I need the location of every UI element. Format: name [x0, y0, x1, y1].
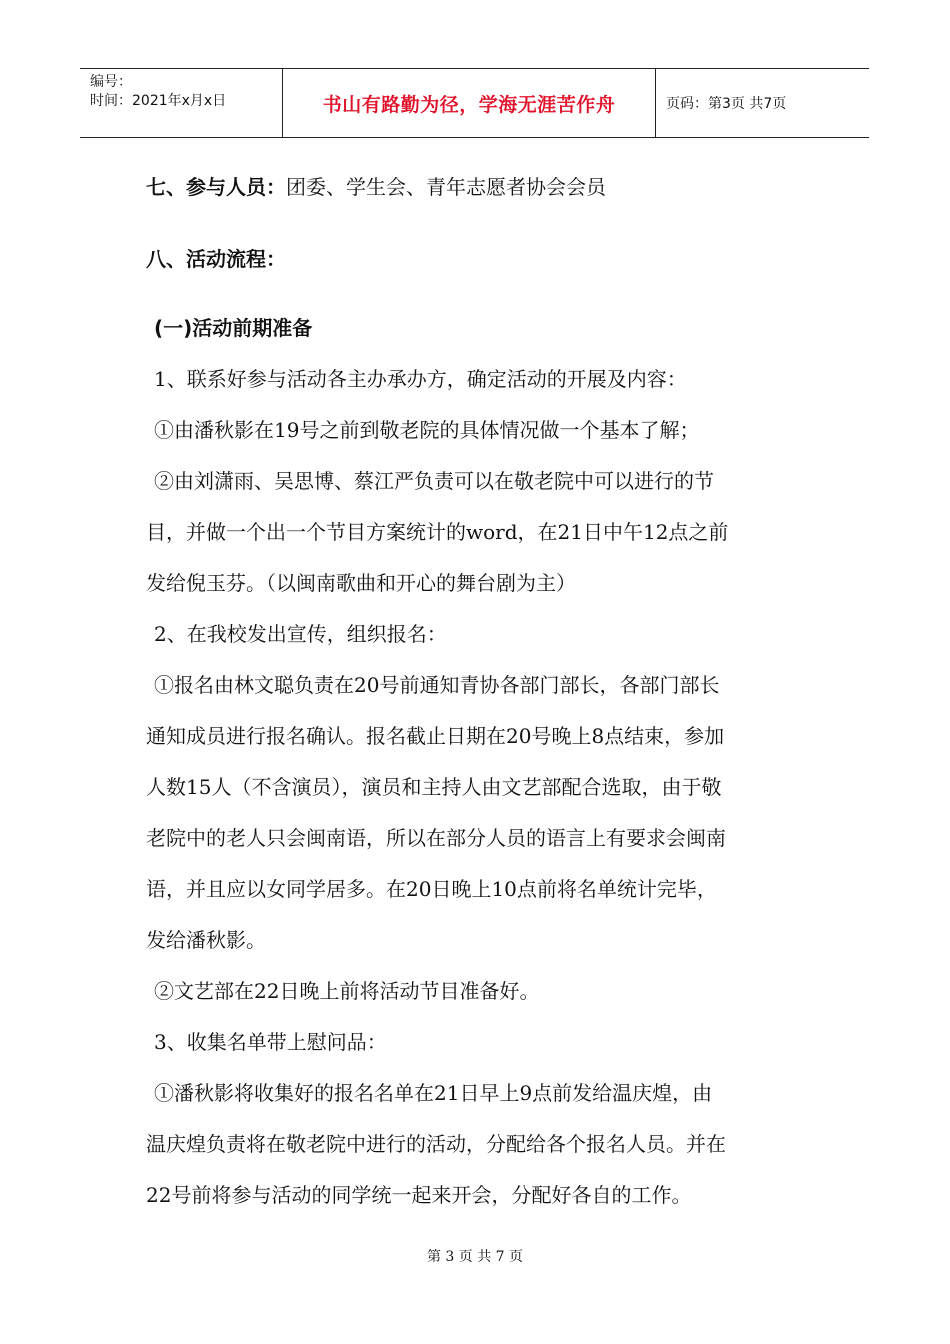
paragraph-line: 温庆煌负责将在敬老院中进行的活动，分配给各个报名人员。并在 [146, 1132, 726, 1156]
paragraph-line: 通知成员进行报名确认。报名截止日期在20号晚上8点结束，参加 [146, 724, 725, 748]
paragraph-line: 22号前将参与活动的同学统一起来开会，分配好各自的工作。 [146, 1183, 692, 1207]
paragraph-line: ①潘秋影将收集好的报名名单在21日早上9点前发给温庆煌，由 [154, 1081, 713, 1105]
header-motto: 书山有路勤为径，学海无涯苦作舟 [283, 69, 656, 137]
paragraph-line: 语，并且应以女同学居多。在20日晚上10点前将名单统计完毕， [146, 877, 717, 901]
paragraph-line: 1、联系好参与活动各主办承办方，确定活动的开展及内容： [154, 367, 687, 391]
section-7 [146, 162, 826, 213]
page-header [80, 68, 869, 138]
section-7-heading: 七、参与人员： [146, 175, 286, 199]
paragraph-line: 目，并做一个出一个节目方案统计的word，在21日中午12点之前 [146, 520, 729, 544]
paragraph-line: 老院中的老人只会闽南语，所以在部分人员的语言上有要求会闽南 [146, 826, 726, 850]
page-footer: 第 3 页 共 7 页 [426, 1249, 524, 1265]
subsection-1-title: (一)活动前期准备 [154, 316, 313, 340]
paragraph-line: 发给倪玉芬。（以闽南歌曲和开心的舞台剧为主） [146, 571, 576, 595]
section-8-heading: 八、活动流程： [146, 247, 286, 271]
date-label: 时间：2021年x月x日 [90, 93, 227, 109]
paragraph-line: ②由刘潇雨、吴思博、蔡江严负责可以在敬老院中可以进行的节 [154, 469, 714, 493]
section-7-text: 团委、学生会、青年志愿者协会会员 [286, 175, 606, 199]
paragraph-line: 3、收集名单带上慰问品： [154, 1030, 387, 1054]
paragraph-line: ①报名由林文聪负责在20号前通知青协各部门部长，各部门部长 [154, 673, 720, 697]
paragraph-line: 发给潘秋影。 [146, 928, 266, 952]
header-page-info: 页码：第3页 共7页 [666, 96, 787, 112]
header-meta [80, 69, 283, 137]
document-body [146, 162, 826, 1221]
paragraph-line: ①由潘秋影在19号之前到敬老院的具体情况做一个基本了解； [154, 418, 700, 442]
paragraph-line: 人数15人（不含演员），演员和主持人由文艺部配合选取，由于敬 [146, 775, 722, 799]
paragraph-line: ②文艺部在22日晚上前将活动节目准备好。 [154, 979, 540, 1003]
serial-number-label: 编号： [90, 74, 132, 90]
paragraph-line: 2、在我校发出宣传，组织报名： [154, 622, 447, 646]
